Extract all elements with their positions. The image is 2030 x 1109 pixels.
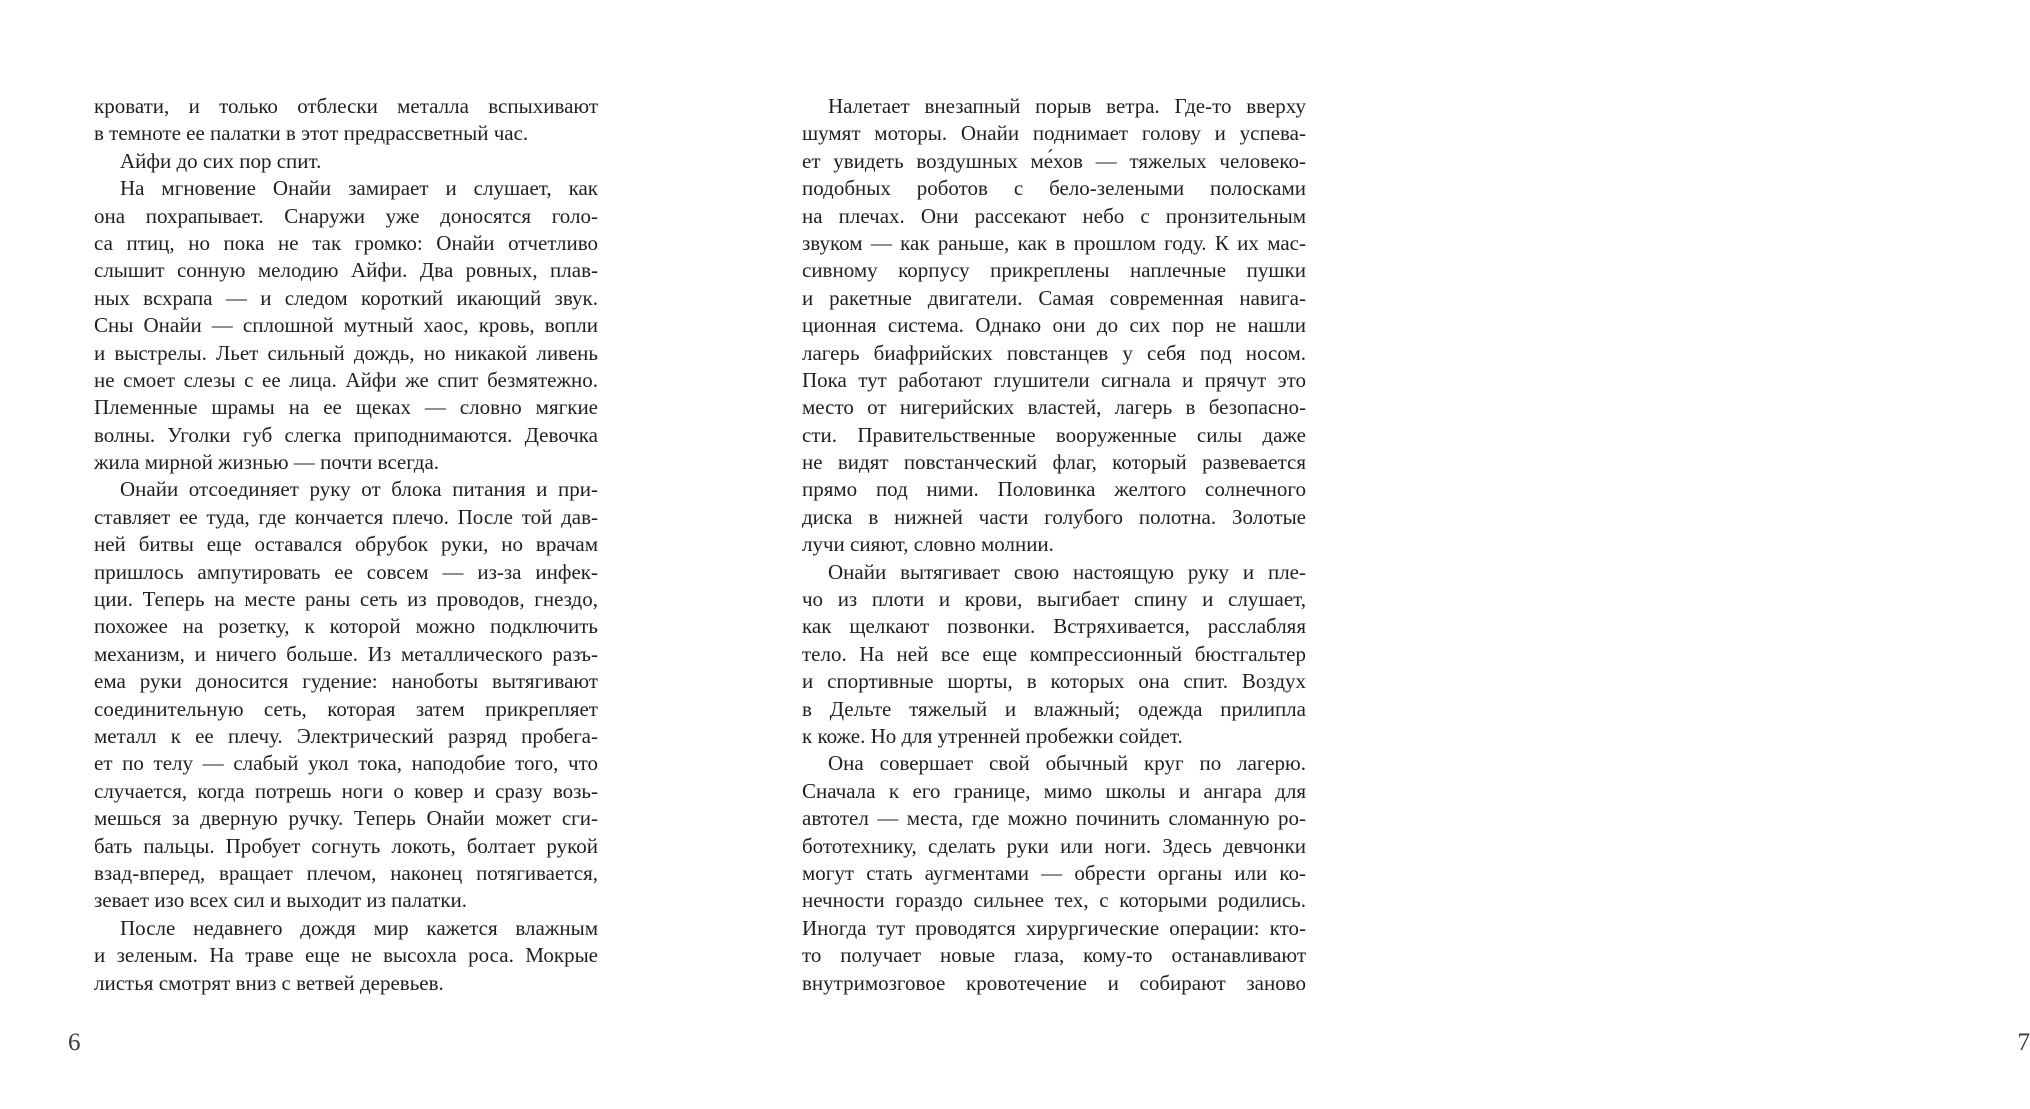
text-line: лучи сияют, словно молнии. (802, 532, 1054, 557)
text-line: место от нигерийских властей, лагерь в безопасно- (802, 395, 1306, 420)
text-line: Пока тут работают глушители сигнала и прячут это (802, 367, 1306, 392)
text-line: на плечах. Они рассекают небо с пронзительным (802, 203, 1306, 228)
text-line: не смоет слезы с ее лица. Айфи же спит безмятежно. (94, 367, 598, 392)
text-line: механизм, и ничего больше. Из металлического разъ- (94, 641, 598, 666)
text-line: ционная система. Однако они до сих пор не нашли (802, 313, 1306, 338)
text-line: Налетает внезапный порыв ветра. Где-то вверху (828, 94, 1306, 118)
text-line: соединительную сеть, которая затем прикрепляет (94, 696, 598, 721)
page-right (700, 0, 2030, 1109)
text-line: чо из плоти и крови, выгибает спину и слушает, (802, 587, 1306, 612)
text-line: к коже. Но для утренней пробежки сойдет. (802, 723, 1183, 748)
text-line: ет по телу — слабый укол тока, наподобие того, что (94, 751, 598, 776)
text-line: Онайи отсоединяет руку от блока питания и при- (120, 477, 598, 502)
text-line: кровати, и только отблески металла вспыхивают (94, 94, 598, 118)
text-line: и ракетные двигатели. Самая современная навига- (802, 285, 1306, 310)
text-line: Племенные шрамы на ее щеках — словно мягкие (94, 395, 598, 420)
text-line: шумят моторы. Онайи поднимает голову и успева- (802, 121, 1306, 146)
text-line: ней битвы еще оставался обрубок руки, но врачам (94, 532, 598, 557)
text-line: ции. Теперь на месте раны сеть из проводов, гнездо, (94, 587, 598, 612)
text-line: автотел — места, где можно починить сломанную ро- (802, 806, 1306, 831)
text-line: Она совершает свой обычный круг по лагерю. (828, 751, 1306, 776)
text-line: На мгновение Онайи замирает и слушает, как (120, 176, 598, 201)
text-line: нечности гораздо сильнее тех, с которыми родились. (802, 888, 1306, 913)
page-number-right: 7 (2017, 1029, 2030, 1056)
page-right-text-block (802, 93, 1306, 997)
text-line: са птиц, но пока не так громко: Онайи отчетливо (94, 230, 598, 255)
text-line: и выстрелы. Льет сильный дождь, но никакой ливень (94, 340, 598, 365)
text-line: случается, когда потрешь ноги о ковер и сразу возь- (94, 778, 598, 803)
text-line: внутримозговое кровотечение и собирают заново (802, 970, 1306, 995)
page-left (0, 0, 700, 1109)
text-line: звуком — как раньше, как в прошлом году. К их мас- (802, 230, 1306, 255)
text-line: то получает новые глаза, кому-то останавливают (802, 943, 1306, 968)
text-line: слышит сонную мелодию Айфи. Два ровных, плав- (94, 258, 598, 283)
text-line: прямо под ними. Половинка желтого солнечного (802, 477, 1306, 502)
text-line: листья смотрят вниз с ветвей деревьев. (94, 970, 444, 995)
text-line: как щелкают позвонки. Встряхивается, расслабляя (802, 614, 1306, 639)
text-line: мешься за дверную ручку. Теперь Онайи может сги- (94, 806, 598, 831)
text-line: сти. Правительственные вооруженные силы даже (802, 422, 1306, 447)
text-line: бототехнику, сделать руки или ноги. Здесь девчонки (802, 833, 1306, 858)
text-line: ставляет ее туда, где кончается плечо. После той дав- (94, 504, 598, 529)
text-line: После недавнего дождя мир кажется влажным (120, 915, 598, 940)
text-line: не видят повстанческий флаг, который развевается (802, 450, 1306, 475)
text-line: подобных роботов с бело-зелеными полосками (802, 176, 1306, 201)
page-number-left: 6 (68, 1029, 81, 1056)
text-line: Сны Онайи — сплошной мутный хаос, кровь, вопли (94, 313, 598, 338)
text-line: и зеленым. На траве еще не высохла роса. Мокрые (94, 943, 598, 968)
text-line: металл к ее плечу. Электрический разряд пробега- (94, 723, 598, 748)
text-line: ет увидеть воздушных ме́хов — тяжелых человеко- (802, 148, 1306, 173)
text-line: и спортивные шорты, в которых она спит. Воздух (802, 669, 1306, 694)
text-line: Сначала к его границе, мимо школы и ангара для (802, 778, 1306, 803)
text-line: тело. На ней все еще компрессионный бюстгальтер (802, 641, 1306, 666)
page-left-text-block (94, 93, 598, 997)
text-line: Онайи вытягивает свою настоящую руку и пле- (828, 559, 1306, 584)
text-line: Айфи до сих пор спит. (120, 148, 322, 173)
text-line: Иногда тут проводятся хирургические операции: кто- (802, 915, 1306, 940)
text-line: зевает изо всех сил и выходит из палатки. (94, 888, 468, 913)
text-line: пришлось ампутировать ее совсем — из-за инфек- (94, 559, 598, 584)
text-line: могут стать аугментами — обрести органы или ко- (802, 860, 1306, 885)
text-line: лагерь биафрийских повстанцев у себя под носом. (802, 340, 1306, 365)
text-line: жила мирной жизнью — почти всегда. (94, 450, 440, 475)
text-line: ема руки доносится гудение: наноботы вытягивают (94, 669, 598, 694)
text-line: бать пальцы. Пробует согнуть локоть, болтает рукой (94, 833, 598, 858)
text-line: ных всхрапа — и следом короткий икающий звук. (94, 285, 598, 310)
text-line: в темноте ее палатки в этот предрассветный час. (94, 121, 529, 146)
text-line: в Дельте тяжелый и влажный; одежда прилипла (802, 696, 1306, 721)
text-line: взад-вперед, вращает плечом, наконец потягивается, (94, 860, 598, 885)
text-line: сивному корпусу прикреплены наплечные пушки (802, 258, 1306, 283)
text-line: диска в нижней части голубого полотна. Золотые (802, 504, 1306, 529)
text-line: она похрапывает. Снаружи уже доносятся голо- (94, 203, 598, 228)
text-line: похожее на розетку, к которой можно подключить (94, 614, 598, 639)
text-line: волны. Уголки губ слегка приподнимаются. Девочка (94, 422, 598, 447)
